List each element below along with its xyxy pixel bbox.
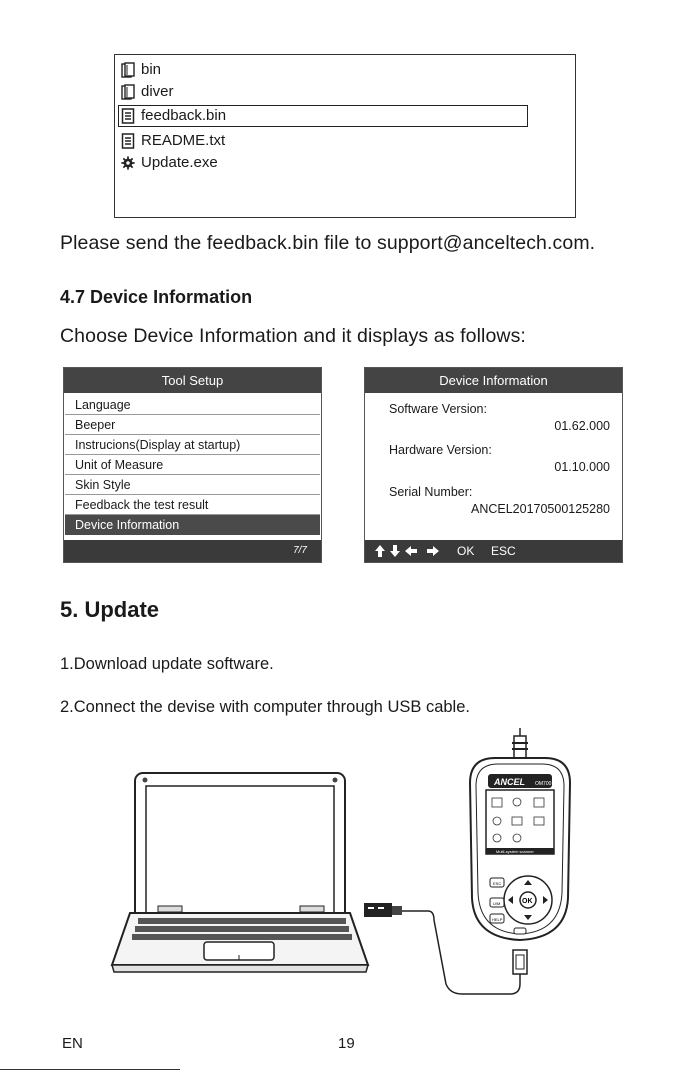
help-button-label: HELP <box>492 917 503 922</box>
menu-item-beeper[interactable]: Beeper <box>65 415 320 435</box>
screen-title: Tool Setup <box>64 368 321 393</box>
um-button-label: U/M <box>493 901 501 906</box>
footer-rule <box>0 1069 180 1070</box>
file-browser <box>114 54 576 218</box>
screen-title: Device Information <box>365 368 622 393</box>
document-icon <box>121 108 135 124</box>
language-code: EN <box>62 1035 83 1052</box>
file-item-diver[interactable] <box>121 81 174 103</box>
page-number: 19 <box>338 1035 355 1052</box>
file-item-feedback-bin[interactable] <box>118 105 528 127</box>
hardware-value: 01.10.000 <box>554 460 610 474</box>
scanner-device <box>470 758 570 940</box>
file-name: Update.exe <box>141 154 218 171</box>
folder-icon <box>121 84 135 100</box>
serial-label: Serial Number: <box>389 485 473 499</box>
software-label: Software Version: <box>389 402 487 416</box>
scanner-subtitle: Multi-system scanner <box>496 849 534 854</box>
update-step-2: 2.Connect the devise with computer through USB cable. <box>60 698 470 716</box>
tool-setup-screen <box>63 367 322 563</box>
section-heading: 5. Update <box>60 597 160 622</box>
menu-item-feedback[interactable]: Feedback the test result <box>65 495 320 515</box>
laptop-illustration <box>112 773 368 972</box>
model-label: OM700 <box>535 781 552 787</box>
gear-icon <box>121 155 135 171</box>
menu-item-instructions[interactable]: Instrucions(Display at startup) <box>65 435 320 455</box>
usb-connection-illustration <box>110 728 580 1000</box>
menu-item-device-information[interactable]: Device Information <box>65 515 320 535</box>
file-name: README.txt <box>141 132 226 149</box>
file-name: feedback.bin <box>141 107 227 124</box>
esc-key-label: ESC <box>491 544 516 558</box>
menu-item-unit-of-measure[interactable]: Unit of Measure <box>65 455 320 475</box>
file-name: bin <box>141 61 162 78</box>
ok-button-label: OK <box>522 898 533 905</box>
brand-logo: ANCEL <box>494 777 525 787</box>
serial-value: ANCEL20170500125280 <box>470 502 610 516</box>
file-item-update-exe[interactable] <box>121 152 218 174</box>
file-name: diver <box>141 83 174 100</box>
device-info-screen <box>364 367 623 563</box>
page-indicator: 7/7 <box>293 545 307 556</box>
folder-icon <box>121 62 135 78</box>
arrow-keys-icon <box>375 545 443 557</box>
software-value: 01.62.000 <box>554 419 610 433</box>
esc-button-label: ESC <box>493 881 502 886</box>
menu-item-skin-style[interactable]: Skin Style <box>65 475 320 495</box>
menu-item-language[interactable]: Language <box>65 395 320 415</box>
hardware-label: Hardware Version: <box>389 443 492 457</box>
document-icon <box>121 133 135 149</box>
feedback-note: Please send the feedback.bin file to support@anceltech.com. <box>60 232 596 254</box>
ok-key-label: OK <box>457 544 475 558</box>
section-intro: Choose Device Information and it displays as follows: <box>60 325 526 347</box>
file-item-bin[interactable] <box>121 59 161 81</box>
section-heading: 4.7 Device Information <box>60 287 253 307</box>
screen-footer <box>64 540 321 562</box>
screen-footer <box>365 540 622 562</box>
update-step-1: 1.Download update software. <box>60 655 274 673</box>
file-item-readme[interactable] <box>121 130 225 152</box>
obd-cable <box>512 728 528 758</box>
